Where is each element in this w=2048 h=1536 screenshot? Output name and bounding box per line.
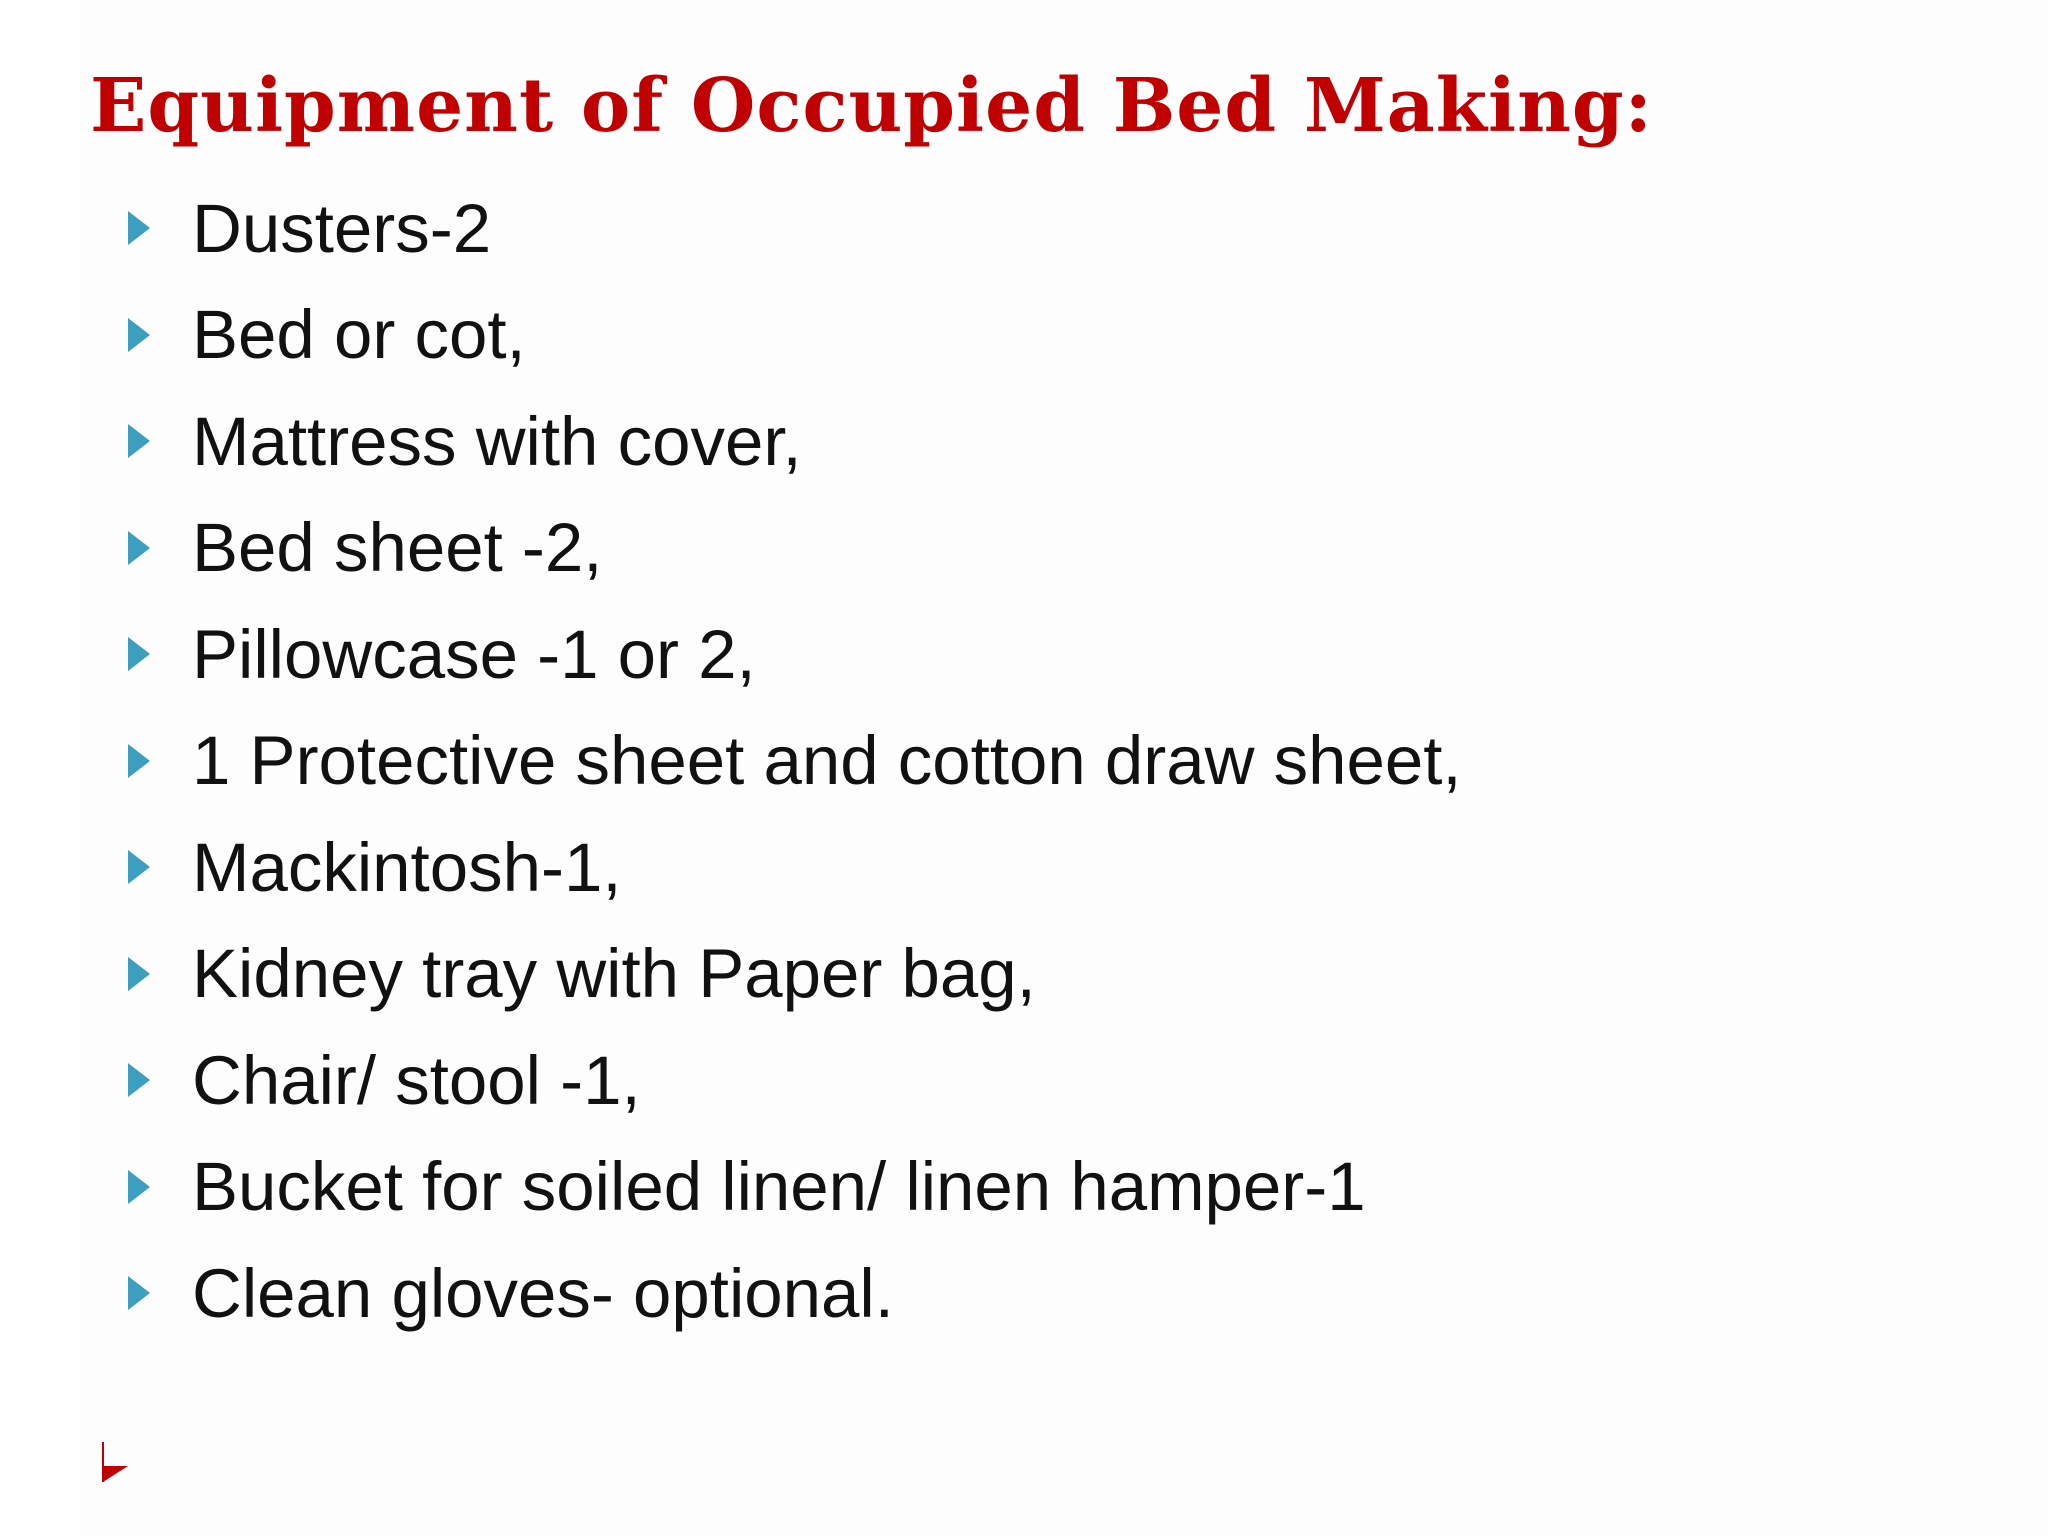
list-item bbox=[120, 282, 1462, 389]
slide-edge-strip bbox=[0, 0, 80, 1536]
list-item-text: Bed or cot, bbox=[192, 296, 526, 374]
triangle-right-icon bbox=[128, 531, 150, 565]
list-item bbox=[120, 495, 1462, 602]
triangle-right-icon bbox=[128, 1276, 150, 1310]
triangle-right-icon bbox=[128, 1170, 150, 1204]
list-item-text: 1 Protective sheet and cotton draw sheet, bbox=[192, 722, 1462, 800]
list-item bbox=[120, 601, 1462, 708]
list-item-text: Chair/ stool -1, bbox=[192, 1041, 641, 1119]
list-item-text: Bed sheet -2, bbox=[192, 509, 603, 587]
triangle-right-icon bbox=[128, 424, 150, 458]
list-item bbox=[120, 1134, 1462, 1241]
list-item bbox=[120, 1240, 1462, 1347]
triangle-right-icon bbox=[128, 850, 150, 884]
triangle-right-icon bbox=[128, 744, 150, 778]
triangle-right-icon bbox=[128, 318, 150, 352]
list-item-text: Bucket for soiled linen/ linen hamper-1 bbox=[192, 1148, 1366, 1226]
list-item-text: Dusters-2 bbox=[192, 189, 492, 267]
corner-arrow-icon bbox=[100, 1442, 130, 1484]
list-item bbox=[120, 175, 1462, 282]
list-item-text: Pillowcase -1 or 2, bbox=[192, 615, 756, 693]
list-item-text: Clean gloves- optional. bbox=[192, 1254, 894, 1332]
triangle-right-icon bbox=[128, 637, 150, 671]
triangle-right-icon bbox=[128, 957, 150, 991]
list-item bbox=[120, 708, 1462, 815]
list-item-text: Mattress with cover, bbox=[192, 402, 802, 480]
list-item-text: Kidney tray with Paper bag, bbox=[192, 935, 1036, 1013]
list-item bbox=[120, 1027, 1462, 1134]
list-item bbox=[120, 814, 1462, 921]
list-item bbox=[120, 921, 1462, 1028]
triangle-right-icon bbox=[128, 1063, 150, 1097]
list-item-text: Mackintosh-1, bbox=[192, 828, 622, 906]
triangle-right-icon bbox=[128, 211, 150, 245]
list-item bbox=[120, 388, 1462, 495]
equipment-list bbox=[120, 175, 1462, 1347]
slide-title: Equipment of Occupied Bed Making: bbox=[90, 63, 1653, 149]
